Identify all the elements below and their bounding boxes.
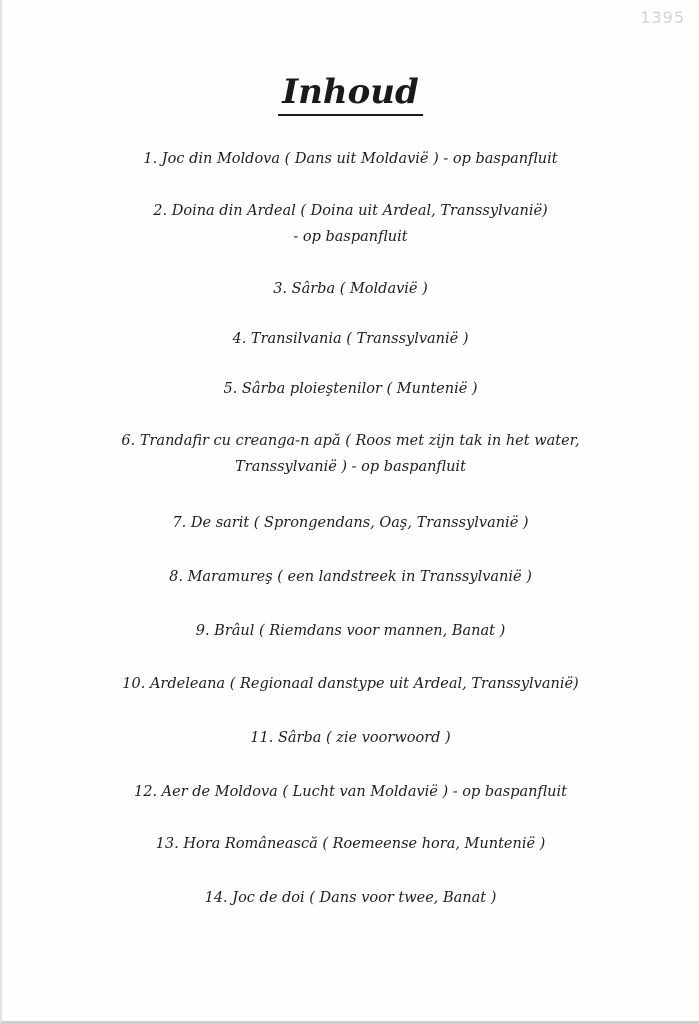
toc-entry-line: 9. Brâul ( Riemdans voor mannen, Banat ): [195, 623, 506, 639]
toc-entry: [2, 326, 699, 352]
toc-entry: [2, 198, 699, 250]
toc-entry: [2, 564, 699, 590]
toc-entry-line: 10. Ardeleana ( Regionaal danstype uit Ardeal, Transsylvanië): [122, 676, 579, 692]
toc-entry-line: 13. Hora Românească ( Roemeense hora, Muntenië ): [155, 836, 546, 852]
toc-entry: [2, 885, 699, 911]
toc-entry-line: 8. Maramureş ( een landstreek in Transsylvanië ): [169, 569, 532, 585]
toc-entry: [2, 671, 699, 697]
toc-entry: [2, 376, 699, 402]
page-title: [2, 72, 699, 116]
toc-entry: [2, 510, 699, 536]
toc-entry: [2, 618, 699, 644]
toc-entry-line: 7. De sarit ( Sprongendans, Oaş, Transsylvanië ): [172, 515, 529, 531]
toc-entry-line: 14. Joc de doi ( Dans voor twee, Banat ): [204, 890, 497, 906]
toc-entry-line: 5. Sârba ploieştenilor ( Muntenië ): [223, 381, 478, 397]
toc-entry: [2, 146, 699, 172]
toc-entry-continuation: - op baspanfluit: [293, 229, 408, 245]
toc-entry-line: 3. Sârba ( Moldavië ): [273, 281, 428, 297]
toc-entry-line: 1. Joc din Moldova ( Dans uit Moldavië ) - op baspanfluit: [143, 151, 558, 167]
page-title-text: Inhoud: [278, 72, 423, 116]
page-number-note: 1395: [640, 8, 685, 27]
toc-entry: [2, 831, 699, 857]
toc-entry-line: 6. Trandafir cu creanga-n apă ( Roos met zijn tak in het water,: [121, 433, 580, 449]
toc-entry: [2, 725, 699, 751]
toc-entry-line: 11. Sârba ( zie voorwoord ): [250, 730, 451, 746]
toc-entry: [2, 276, 699, 302]
toc-entry-line: 12. Aer de Moldova ( Lucht van Moldavië ) - op baspanfluit: [134, 784, 567, 800]
toc-entry: [2, 779, 699, 805]
toc-entry: [2, 428, 699, 480]
toc-entry-line: 2. Doina din Ardeal ( Doina uit Ardeal, Transsylvanië): [153, 203, 548, 219]
toc-entry-continuation: Transsylvanië ) - op baspanfluit: [235, 459, 466, 475]
toc-entry-line: 4. Transilvania ( Transsylvanië ): [232, 331, 469, 347]
